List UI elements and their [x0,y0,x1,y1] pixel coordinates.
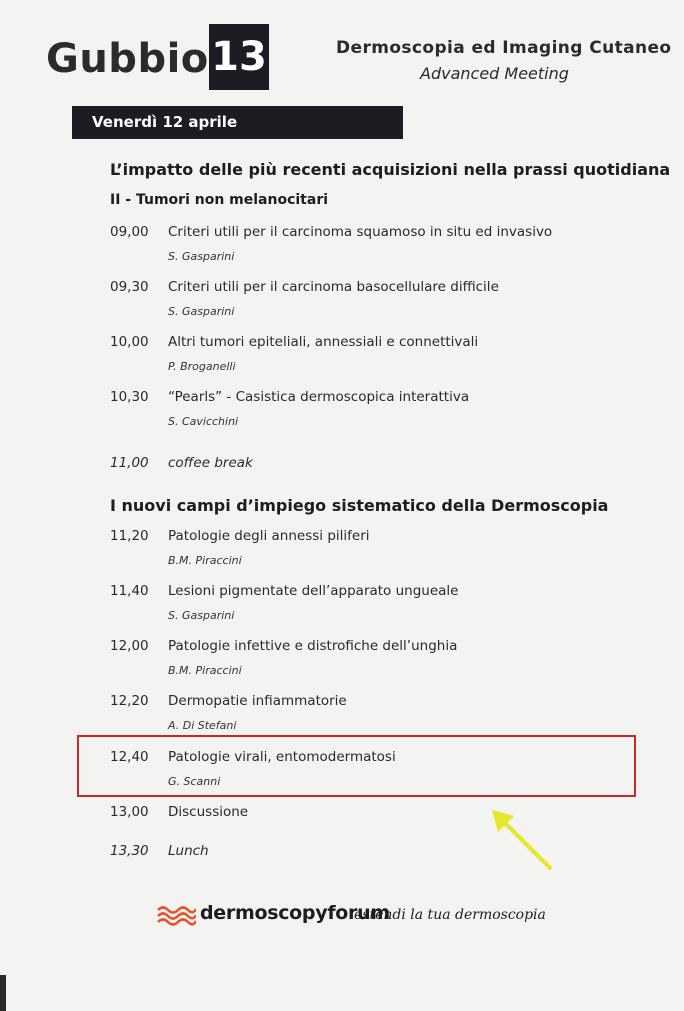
speaker-name: A. Di Stefani [168,719,237,732]
speaker-name: S. Gasparini [168,305,235,318]
talk-title: Patologie virali, entomodermatosi [168,749,396,765]
section2-title: I nuovi campi d’impiego sistematico della Dermoscopia [110,496,609,515]
speaker-name: S. Gasparini [168,609,235,622]
highlight-rectangle [77,735,636,797]
meeting-subtitle: Advanced Meeting [420,64,569,83]
schedule-time: 10,00 [110,334,149,350]
schedule-time: 11,20 [110,528,149,544]
discussion-label: Discussione [168,804,249,820]
logo-slogan: estendi la tua dermoscopia [354,907,546,923]
schedule-time: 09,30 [110,279,149,295]
break-label: coffee break [168,455,253,471]
date-banner: Venerdì 12 aprile [72,106,403,139]
page-header [0,0,684,110]
discussion-time: 13,00 [110,804,149,820]
talk-title: “Pearls” - Casistica dermoscopica interattiva [168,389,470,405]
schedule-time: 12,40 [110,749,149,765]
logo-text: dermoscopyforum [200,902,390,924]
schedule-time: 12,00 [110,638,149,654]
lunch-time: 13,30 [110,843,149,859]
schedule-time: 11,40 [110,583,149,599]
section1-title: L’impatto delle più recenti acquisizioni nella prassi quotidiana [110,160,671,179]
speaker-name: P. Broganelli [168,360,236,373]
section1-subtitle: II - Tumori non melanocitari [110,192,329,208]
schedule-time: 12,20 [110,693,149,709]
schedule-time: 10,30 [110,389,149,405]
talk-title: Criteri utili per il carcinoma basocellulare difficile [168,279,499,295]
yellow-arrow-icon [488,806,558,876]
wave-logo-icon [156,904,196,926]
brand-edition-badge: 13 [209,24,269,90]
speaker-name: B.M. Piraccini [168,664,242,677]
talk-title: Criteri utili per il carcinoma squamoso in situ ed invasivo [168,224,553,240]
talk-title: Lesioni pigmentate dell’apparato ungueale [168,583,459,599]
speaker-name: S. Cavicchini [168,415,239,428]
talk-title: Altri tumori epiteliali, annessiali e connettivali [168,334,479,350]
schedule-time: 09,00 [110,224,149,240]
speaker-name: B.M. Piraccini [168,554,242,567]
talk-title: Patologie infettive e distrofiche dell’unghia [168,638,458,654]
talk-title: Dermopatie infiammatorie [168,693,347,709]
lunch-label: Lunch [168,843,209,859]
meeting-title: Dermoscopia ed Imaging Cutaneo [336,38,672,58]
break-time: 11,00 [110,455,149,471]
brand-city: Gubbio [46,36,209,82]
speaker-name: G. Scanni [168,775,221,788]
talk-title: Patologie degli annessi piliferi [168,528,370,544]
scan-edge-shadow [0,975,6,1011]
speaker-name: S. Gasparini [168,250,235,263]
